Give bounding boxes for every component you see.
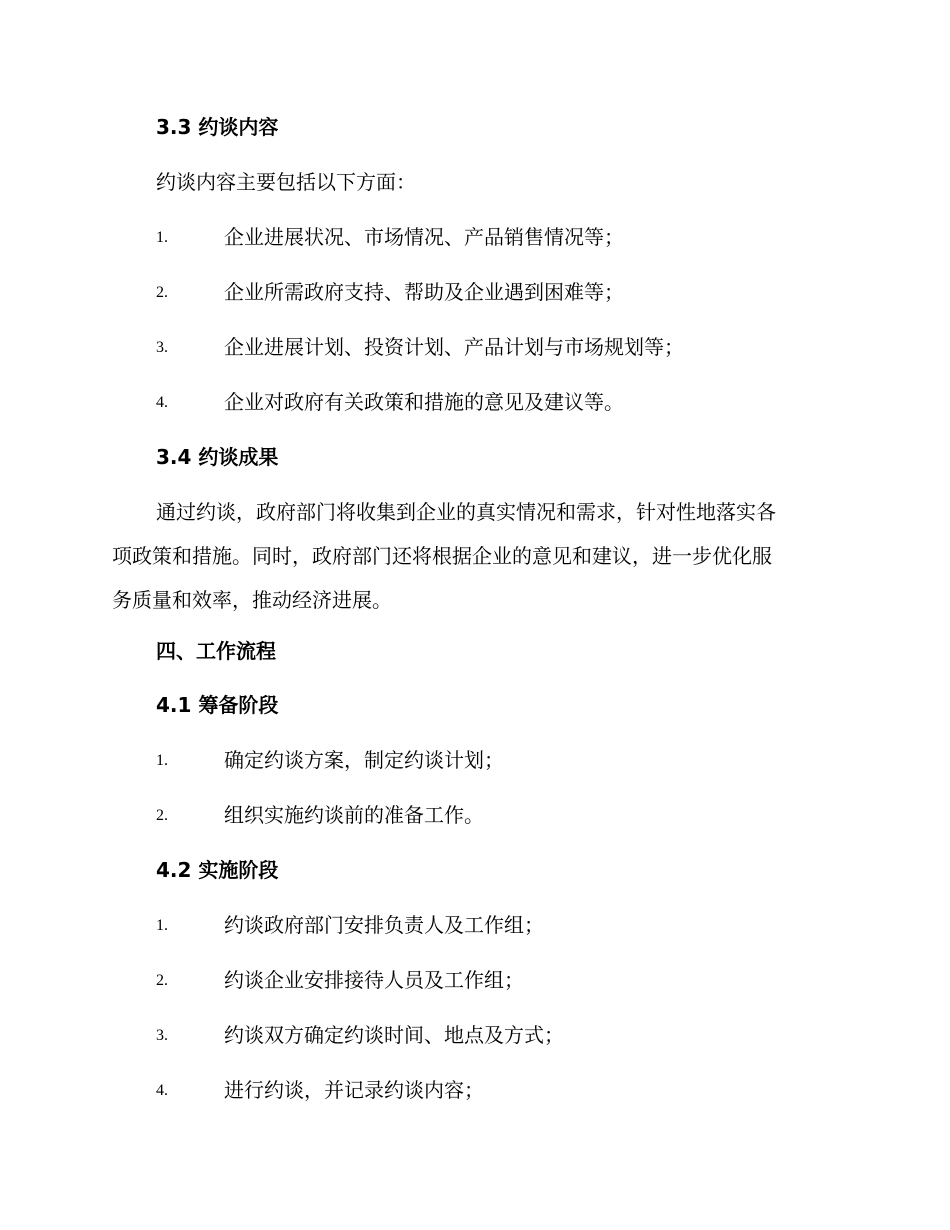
list-item	[156, 802, 856, 828]
list-number: 2.	[156, 807, 168, 824]
list-text: 约谈双方确定约谈时间、地点及方式；	[224, 1023, 564, 1047]
list-text: 约谈政府部门安排负责人及工作组；	[224, 913, 544, 937]
list-text: 企业进展状况、市场情况、产品销售情况等；	[224, 225, 624, 249]
section-heading-3-3: 3.3 约谈内容	[156, 115, 279, 139]
list-text: 约谈企业安排接待人员及工作组；	[224, 968, 524, 992]
list-item	[156, 747, 856, 773]
list-number: 4.	[156, 394, 168, 411]
section-heading-4-1: 4.1 筹备阶段	[156, 693, 279, 717]
body-line: 务质量和效率，推动经济进展。	[112, 588, 392, 612]
list-text: 企业进展计划、投资计划、产品计划与市场规划等；	[224, 335, 684, 359]
body-line: 项政策和措施。同时，政府部门还将根据企业的意见和建议，进一步优化服	[112, 544, 772, 568]
section-heading-4-2: 4.2 实施阶段	[156, 858, 279, 882]
list-item	[156, 912, 856, 938]
section-body	[112, 499, 832, 631]
list-item	[156, 967, 856, 993]
list-text: 确定约谈方案，制定约谈计划；	[224, 748, 504, 772]
list-item	[156, 1077, 856, 1103]
list-item	[156, 224, 856, 250]
list-text: 企业对政府有关政策和措施的意见及建议等。	[224, 390, 624, 414]
list-number: 3.	[156, 339, 168, 356]
list-item	[156, 334, 856, 360]
list-number: 3.	[156, 1027, 168, 1044]
list-number: 1.	[156, 917, 168, 934]
list-text: 组织实施约谈前的准备工作。	[224, 803, 484, 827]
list-item	[156, 1022, 856, 1048]
list-text: 进行约谈，并记录约谈内容；	[224, 1078, 484, 1102]
list-number: 4.	[156, 1082, 168, 1099]
list-item	[156, 389, 856, 415]
list-number: 1.	[156, 752, 168, 769]
list-item	[156, 279, 856, 305]
body-line: 通过约谈，政府部门将收集到企业的真实情况和需求，针对性地落实各	[156, 500, 776, 524]
section-heading-3-4: 3.4 约谈成果	[156, 445, 279, 469]
list-number: 2.	[156, 972, 168, 989]
section-intro: 约谈内容主要包括以下方面：	[156, 170, 416, 194]
list-number: 2.	[156, 284, 168, 301]
list-number: 1.	[156, 229, 168, 246]
chapter-heading-4: 四、工作流程	[156, 639, 276, 663]
list-text: 企业所需政府支持、帮助及企业遇到困难等；	[224, 280, 624, 304]
